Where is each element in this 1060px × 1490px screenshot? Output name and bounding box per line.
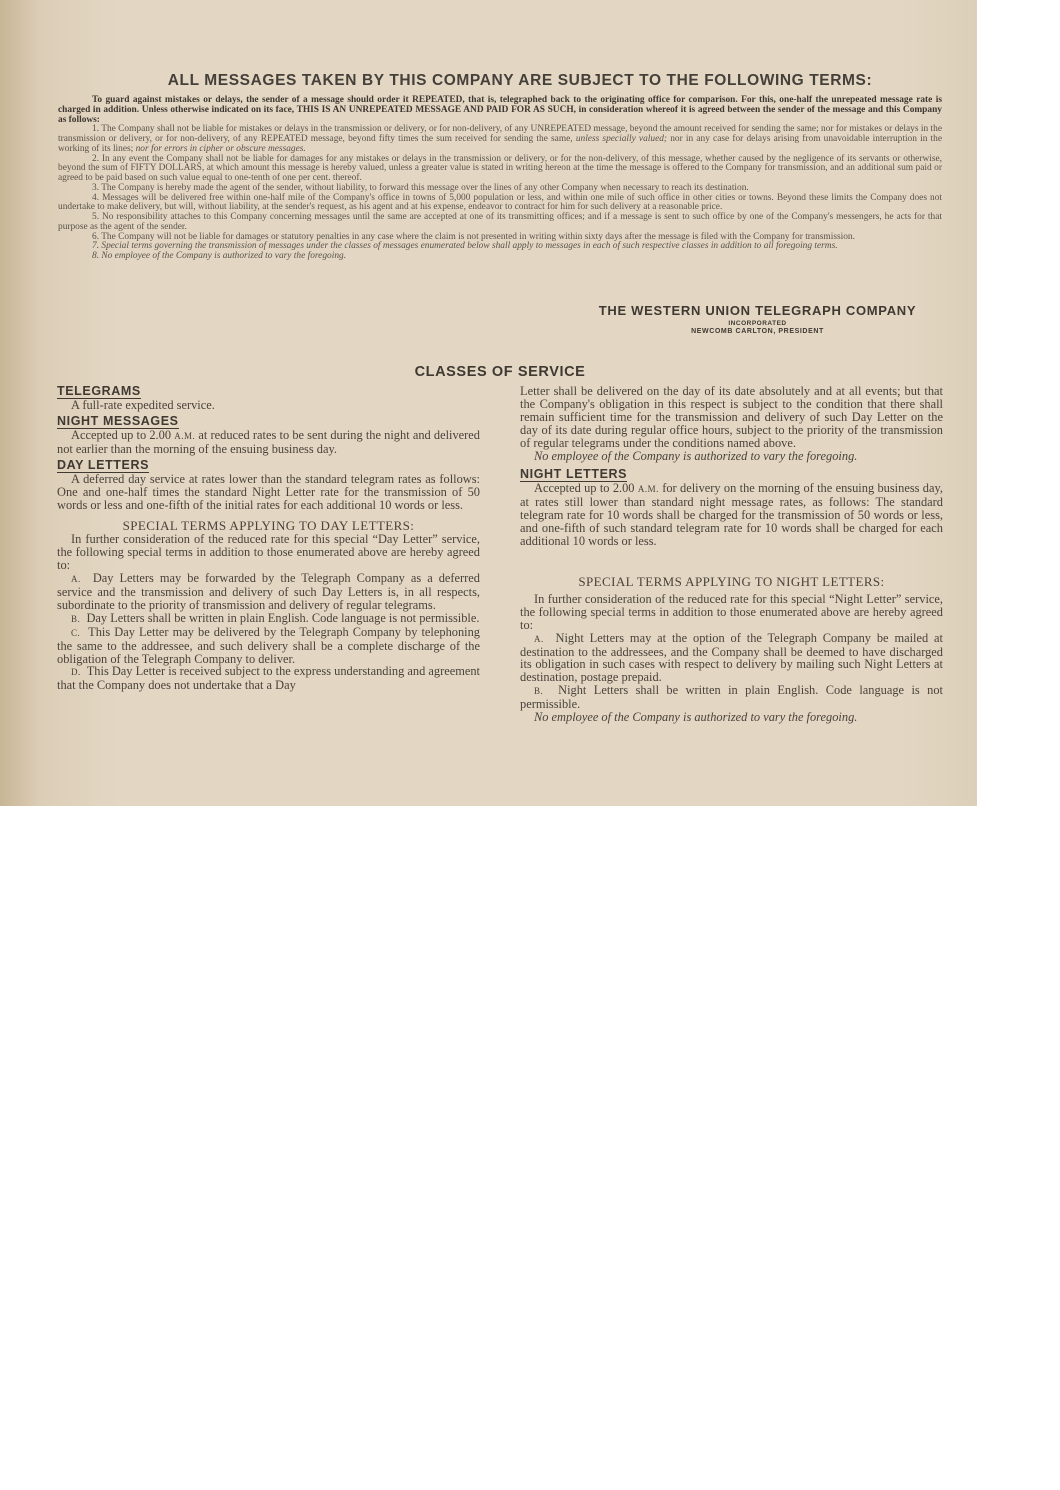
classes-of-service-title: CLASSES OF SERVICE xyxy=(414,364,586,380)
term-5: 5. No responsibility attaches to this Company concerning messages until the same are accepted at one of its transmitting offices; and if a message is sent to such office by one of the Company's messengers, he acts for that purpose as the agent of the sender. xyxy=(58,212,942,232)
company-president: NEWCOMB CARLTON, PRESIDENT xyxy=(691,328,824,335)
special-night-intro: In further consideration of the reduced rate for this special “Night Letter” service, the following special terms in addition to those enumerated above are hereby agreed to: xyxy=(520,591,943,632)
telegrams-text: A full-rate expedited service. xyxy=(71,398,215,412)
classes-right-column xyxy=(520,385,943,724)
company-incorporated: INCORPORATED xyxy=(728,320,787,327)
classes-left-column xyxy=(57,385,480,692)
day-no-employee-note: No employee of the Company is authorized to vary the foregoing. xyxy=(534,448,858,463)
special-day-intro: In further consideration of the reduced rate for this special “Day Letter” service, the following special terms in addition to those enumerated above are hereby agreed to: xyxy=(57,532,480,573)
term-8: 8. No employee of the Company is authorized to vary the foregoing. xyxy=(92,251,347,261)
night-messages-heading: NIGHT MESSAGES xyxy=(57,413,179,428)
day-term-d-continued: Letter shall be delivered on the day of its date absolutely and at all events; but that the Company's obligation in this respect is subject to the condition that there shall remain sufficient time for the transmission and delivery of such Day Letter on the day of its date during regular office hours, subject to the priority of the transmission of regular telegrams under the conditions named above. xyxy=(520,384,943,450)
terms-intro: To guard against mistakes or delays, the sender of a message should order it REPEATED, that is, telegraphed back to the originating office for comparison. For this, one-half the unrepeated message rate is charged in addition. Unless otherwise indicated on its face, THIS IS AN UNREPEATED MESSAGE AND PAID FOR AS SUCH, in consideration whereof it is agreed between the sender of the message and this Company as follows: xyxy=(58,95,942,125)
night-letters-text: Accepted up to 2.00 A.M. for delivery on the morning of the ensuing business day, at rates still lower than standard night message rates, as follows: The standard telegram rate for 10 words shall be charged for the transmission of 50 words or less, and one-fifth of such standard telegram rate for 10 words shall be charged for each additional 10 words or less. xyxy=(520,481,943,549)
terms-heading: ALL MESSAGES TAKEN BY THIS COMPANY ARE SUBJECT TO THE FOLLOWING TERMS: xyxy=(167,72,873,89)
day-term-b: B. Day Letters shall be written in plain English. Code language is not permissible. xyxy=(71,610,480,625)
term-7: 7. Special terms governing the transmission of messages under the classes of messages enumerated below shall apply to messages in each of such respective classes in addition to all foregoing terms. xyxy=(92,241,838,252)
company-name: THE WESTERN UNION TELEGRAPH COMPANY xyxy=(598,303,917,318)
day-term-c: C. This Day Letter may be delivered by the Telegraph Company by telephoning the same to the addressee, and such delivery shall be a complete discharge of the obligation of the Telegraph Company to deliver. xyxy=(57,624,480,666)
company-signature xyxy=(560,303,955,335)
term-2: 2. In any event the Company shall not be liable for damages for any mistakes or delays in the transmission or delivery, or for the non-delivery, of this message, whether caused by the negligence of its servants or otherwise, beyond the sum of FIFTY DOLLARS, at which amount this message is hereby valued, unless a greater value is stated in writing hereon at the time the message is offered to the Company for transmission, and an additional sum paid or agreed to be paid based on such value equal to one-tenth of one per cent. thereof. xyxy=(58,153,942,183)
day-letters-heading: DAY LETTERS xyxy=(57,457,150,472)
term-1: 1. The Company shall not be liable for mistakes or delays in the transmission or delivery, or for non-delivery, of any UNREPEATED message, beyond the amount received for sending the same; nor for mistakes or delays in the transmission or delivery, or for non-delivery, of any REPEATED message, beyond fifty times the sum received for sending the same, unless specially valued; nor in any case for delays arising from unavoidable interruption in the working of its lines; nor for errors in cipher or obscure messages. xyxy=(58,124,943,154)
term-3: 3. The Company is hereby made the agent of the sender, without liability, to forward this message over the lines of any other Company when necessary to reach its destination. xyxy=(92,182,749,193)
night-letters-heading: NIGHT LETTERS xyxy=(520,467,628,482)
night-term-b: B. Night Letters shall be written in plain English. Code language is not permissible. xyxy=(520,683,943,712)
day-letters-text: A deferred day service at rates lower than the standard telegram rates as follows: One and one-half times the standard Night Letter rate for the transmission of 50 words or less and one-fifth of the initial rates for each additional 10 words or less. xyxy=(57,471,480,512)
special-day-heading: SPECIAL TERMS APPLYING TO DAY LETTERS: xyxy=(122,518,415,534)
day-term-d: D. This Day Letter is received subject to the express understanding and agreement that the Company does not undertake that a Day xyxy=(57,664,480,693)
night-term-a: A. Night Letters may at the option of the Telegraph Company be mailed at destination to the addressees, and the Company shall be deemed to have discharged its obligation in such cases with respect to delivery by mailing such Night Letters at destination, postage prepaid. xyxy=(520,630,943,685)
night-no-employee-note: No employee of the Company is authorized to vary the foregoing. xyxy=(534,710,858,725)
telegrams-heading: TELEGRAMS xyxy=(57,384,141,398)
day-term-a: A. Day Letters may be forwarded by the Telegraph Company as a deferred service and the transmission and delivery of such Day Letters is, in all respects, subordinate to the priority of transmission and delivery of regular telegrams. xyxy=(57,571,480,612)
telegram-form-back xyxy=(0,0,977,806)
special-night-heading: SPECIAL TERMS APPLYING TO NIGHT LETTERS: xyxy=(578,573,885,589)
term-4: 4. Messages will be delivered free within one-half mile of the Company's office in towns of 5,000 population or less, and within one mile of such office in other cities or towns. Beyond these limits the Company does not undertake to make delivery, but will, without liability, at the sender's request, as his agent and at his expense, endeavor to contract for him for such delivery at a reasonable price. xyxy=(58,192,942,213)
night-messages-text: Accepted up to 2.00 A.M. at reduced rates to be sent during the night and delivered not earlier than the morning of the ensuing business day. xyxy=(57,427,480,456)
terms-body xyxy=(58,96,942,262)
term-6: 6. The Company will not be liable for damages or statutory penalties in any case where the claim is not presented in writing within sixty days after the message is filed with the Company for transmission. xyxy=(92,231,855,242)
